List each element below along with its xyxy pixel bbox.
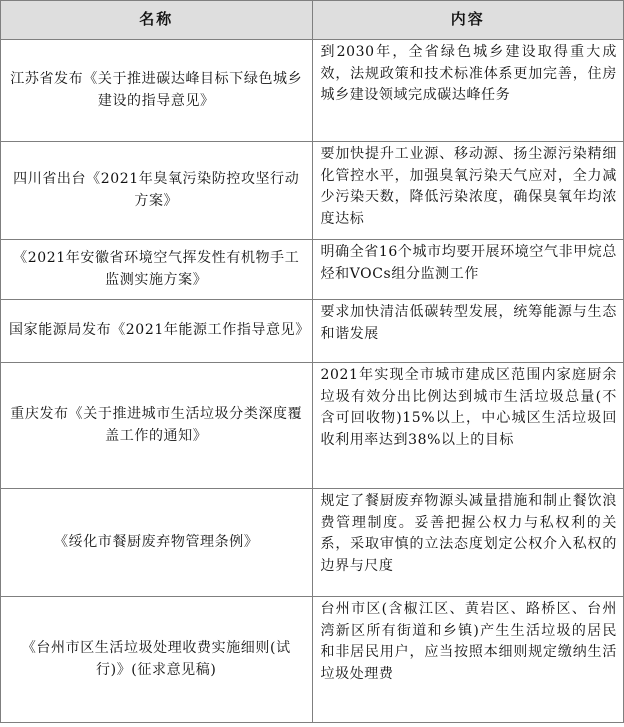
table-row [1, 240, 624, 300]
policy-content: 到2030年，全省绿色城乡建设取得重大成效，法规政策和技术标准体系更加完善，住房城乡建设领域完成碳达峰任务 [312, 40, 624, 142]
name-column-header: 名称 [1, 1, 313, 40]
policy-name: 《绥化市餐厨废弃物管理条例》 [1, 489, 313, 597]
table-row [1, 363, 624, 489]
policy-name: 四川省出台《2021年臭氧污染防控攻坚行动方案》 [1, 142, 313, 240]
policy-content: 规定了餐厨废弃物源头减量措施和制止餐饮浪费管理制度。妥善把握公权力与私权利的关系，采取审慎的立法态度划定公权介入私权的边界与尺度 [312, 489, 624, 597]
policy-content: 要加快提升工业源、移动源、扬尘源污染精细化管控水平，加强臭氧污染天气应对，全力减少污染天数，降低污染浓度，确保臭氧年均浓度达标 [312, 142, 624, 240]
table-row [1, 597, 624, 723]
table-row [1, 489, 624, 597]
policy-name: 《台州市区生活垃圾处理收费实施细则(试行)》(征求意见稿) [1, 597, 313, 723]
table-row [1, 300, 624, 363]
content-column-header: 内容 [312, 1, 624, 40]
policy-name: 江苏省发布《关于推进碳达峰目标下绿色城乡建设的指导意见》 [1, 40, 313, 142]
policy-content: 要求加快清洁低碳转型发展，统筹能源与生态和谐发展 [312, 300, 624, 363]
policy-content: 2021年实现全市城市建成区范围内家庭厨余垃圾有效分出比例达到城市生活垃圾总量(不含可回收物)15%以上，中心城区生活垃圾回收利用率达到38%以上的目标 [312, 363, 624, 489]
policy-content: 明确全省16个城市均要开展环境空气非甲烷总烃和VOCs组分监测工作 [312, 240, 624, 300]
policy-name: 《2021年安徽省环境空气挥发性有机物手工监测实施方案》 [1, 240, 313, 300]
table-row [1, 142, 624, 240]
policy-name: 重庆发布《关于推进城市生活垃圾分类深度覆盖工作的通知》 [1, 363, 313, 489]
table-row [1, 40, 624, 142]
policy-content: 台州市区(含椒江区、黄岩区、路桥区、台州湾新区所有街道和乡镇)产生生活垃圾的居民和非居民用户，应当按照本细则规定缴纳生活垃圾处理费 [312, 597, 624, 723]
policy-name: 国家能源局发布《2021年能源工作指导意见》 [1, 300, 313, 363]
table-header-row [1, 1, 624, 40]
